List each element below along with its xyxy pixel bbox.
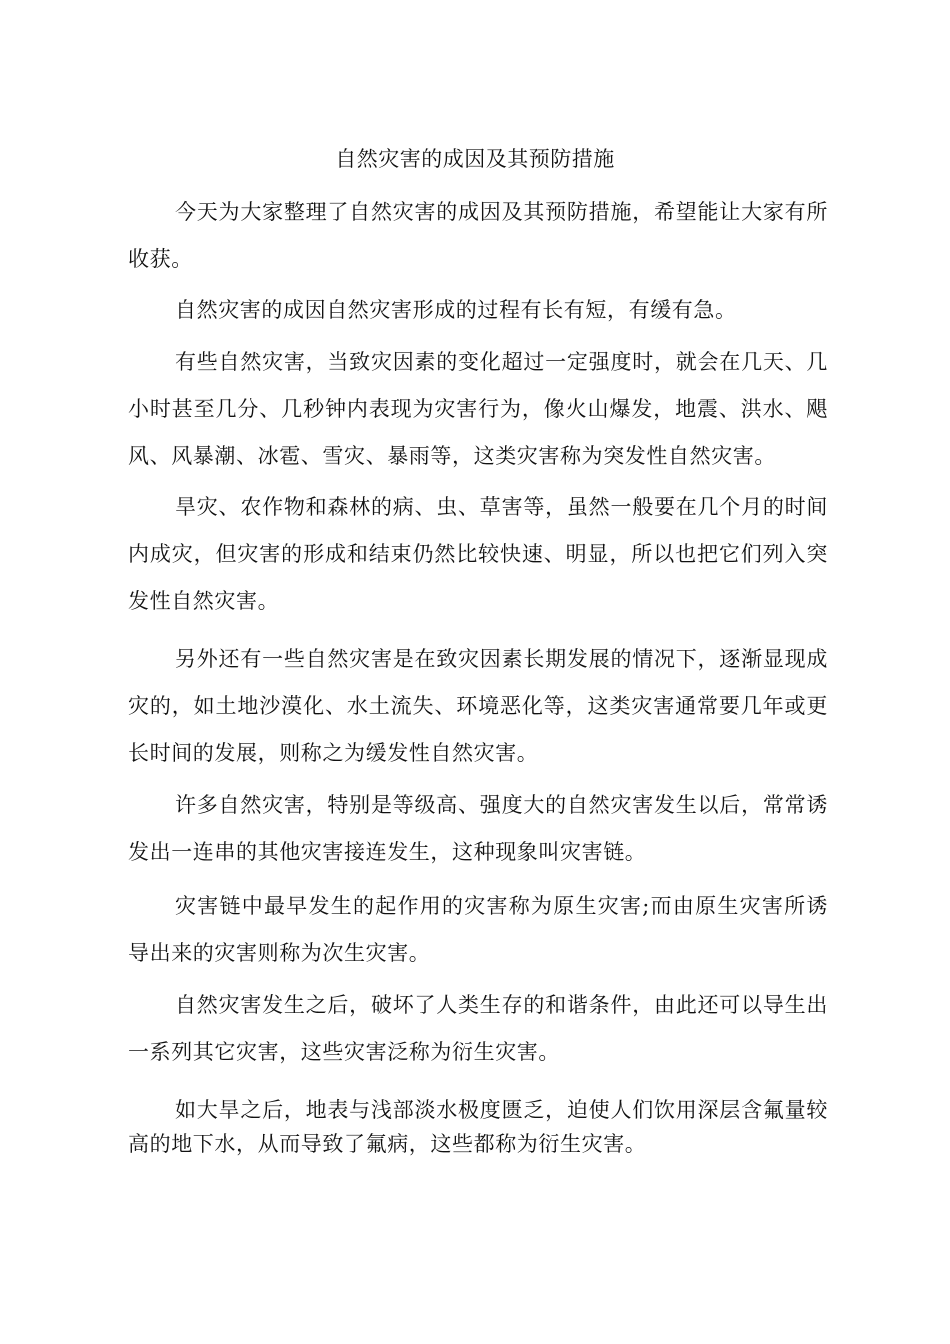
paragraph-derived-disasters: 自然灾害发生之后，破坏了人类生存的和谐条件，由此还可以导生出一系列其它灾害，这些灾害泛称为衍生灾害。 [128, 993, 828, 1064]
paragraph-drought-pests: 旱灾、农作物和森林的病、虫、草害等，虽然一般要在几个月的时间内成灾，但灾害的形成和结束仍然比较快速、明显，所以也把它们列入突发性自然灾害。 [128, 495, 828, 613]
paragraph-sudden-disasters: 有些自然灾害，当致灾因素的变化超过一定强度时，就会在几天、几小时甚至几分、几秒钟内表现为灾害行为，像火山爆发，地震、洪水、飓风、风暴潮、冰雹、雪灾、暴雨等，这类灾害称为突发性自然灾害。 [128, 350, 828, 468]
paragraph-disaster-chain: 许多自然灾害，特别是等级高、强度大的自然灾害发生以后，常常诱发出一连串的其他灾害接连发生，这种现象叫灾害链。 [128, 793, 828, 864]
paragraph-drought-example: 如大旱之后，地表与浅部淡水极度匮乏，迫使人们饮用深层含氟量较高的地下水，从而导致了氟病，这些都称为衍生灾害。 [128, 1098, 828, 1156]
paragraph-intro: 今天为大家整理了自然灾害的成因及其预防措施，希望能让大家有所收获。 [128, 200, 828, 271]
paragraph-primary-secondary: 灾害链中最早发生的起作用的灾害称为原生灾害;而由原生灾害所诱导出来的灾害则称为次生灾害。 [128, 894, 828, 965]
paragraph-causes: 自然灾害的成因自然灾害形成的过程有长有短，有缓有急。 [175, 298, 737, 322]
paragraph-slow-disasters: 另外还有一些自然灾害是在致灾因素长期发展的情况下，逐渐显现成灾的，如土地沙漠化、水土流失、环境恶化等，这类灾害通常要几年或更长时间的发展，则称之为缓发性自然灾害。 [128, 647, 828, 765]
document-title: 自然灾害的成因及其预防措施 [335, 147, 615, 171]
